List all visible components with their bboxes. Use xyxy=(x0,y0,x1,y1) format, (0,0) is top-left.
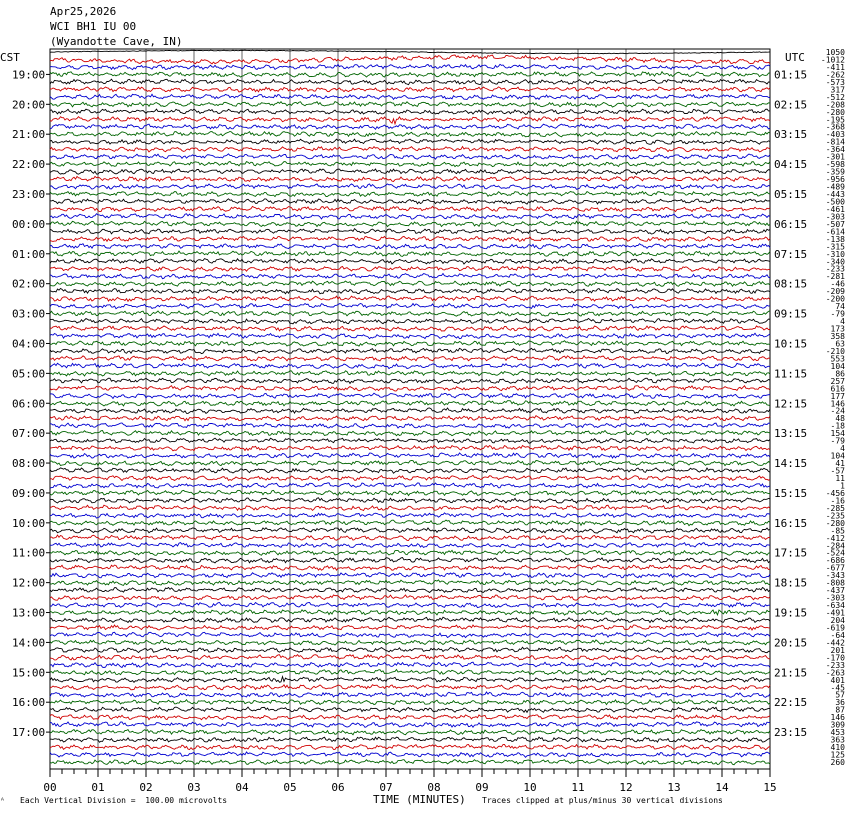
trace-line xyxy=(50,744,770,749)
x-tick-label: 09 xyxy=(475,781,489,794)
trace-offset-label: -18 xyxy=(830,421,845,431)
trace-offset-label: -814 xyxy=(825,137,845,147)
x-tick-label: 11 xyxy=(571,781,585,794)
trace-offset-label: -686 xyxy=(825,556,845,566)
trace-offset-label: -489 xyxy=(825,182,845,192)
trace-line xyxy=(50,453,770,458)
trace-line xyxy=(50,617,770,622)
trace-line xyxy=(50,109,770,114)
trace-offset-label: 4 xyxy=(840,317,845,327)
utc-hour-label: 22:15 xyxy=(774,696,808,710)
trace-offset-label: 48 xyxy=(835,414,845,424)
trace-offset-label: -677 xyxy=(825,563,845,573)
cst-hour-label: 00:00 xyxy=(12,217,46,231)
utc-hour-label: 09:15 xyxy=(774,307,808,321)
x-tick-label: 08 xyxy=(427,781,441,794)
trace-offset-label: -57 xyxy=(830,466,845,476)
cst-hour-label: 19:00 xyxy=(12,68,46,82)
trace-offset-label: 4 xyxy=(840,444,845,454)
utc-hour-label: 07:15 xyxy=(774,247,808,261)
trace-line xyxy=(50,416,770,421)
trace-line xyxy=(50,580,770,585)
trace-offset-label: 86 xyxy=(835,369,845,379)
trace-line xyxy=(50,722,770,727)
trace-offset-label: 309 xyxy=(830,720,845,730)
trace-line xyxy=(50,655,770,660)
trace-offset-label: -524 xyxy=(825,548,845,558)
trace-offset-label: -170 xyxy=(825,653,845,663)
cst-hour-label: 11:00 xyxy=(12,546,46,560)
trace-offset-label: 1050 xyxy=(825,48,845,57)
trace-line xyxy=(50,378,770,383)
x-tick-label: 15 xyxy=(763,781,777,794)
trace-line xyxy=(50,438,770,443)
trace-line xyxy=(50,274,770,279)
trace-offset-label: 74 xyxy=(835,302,845,312)
trace-offset-label: 36 xyxy=(835,698,845,708)
cst-hour-label: 06:00 xyxy=(12,397,46,411)
trace-offset-label: -634 xyxy=(825,601,845,611)
utc-hour-label: 05:15 xyxy=(774,188,808,201)
trace-offset-label: -456 xyxy=(825,488,845,498)
trace-offset-label: 553 xyxy=(830,354,845,364)
trace-offset-label: -619 xyxy=(825,623,845,633)
trace-line xyxy=(50,647,770,652)
trace-line xyxy=(50,363,770,368)
trace-line xyxy=(50,468,770,473)
trace-line xyxy=(50,341,770,346)
cst-hour-label: 03:00 xyxy=(12,307,46,321)
trace-line xyxy=(50,214,770,219)
trace-line xyxy=(50,386,770,391)
trace-line xyxy=(50,483,770,488)
trace-line xyxy=(50,266,770,271)
x-tick-label: 13 xyxy=(667,781,681,794)
trace-offset-label: -500 xyxy=(825,197,845,207)
trace-line xyxy=(50,700,770,705)
trace-line xyxy=(50,72,770,77)
utc-hour-label: 23:15 xyxy=(774,726,808,740)
header-station: WCI BH1 IU 00 xyxy=(50,20,137,33)
trace-line xyxy=(50,677,770,683)
trace-line xyxy=(50,543,770,548)
trace-offset-label: 125 xyxy=(830,750,845,760)
trace-line xyxy=(50,490,770,495)
x-tick-label: 14 xyxy=(715,781,729,794)
trace-offset-label: 11 xyxy=(835,474,845,483)
trace-line xyxy=(50,662,770,667)
cst-hour-label: 10:00 xyxy=(12,516,46,530)
cst-hour-label: 16:00 xyxy=(12,696,46,710)
cst-hour-label: 13:00 xyxy=(12,606,46,620)
trace-line xyxy=(50,423,770,428)
trace-offset-label: -412 xyxy=(825,533,845,543)
trace-line xyxy=(50,244,770,249)
trace-offset-label: 87 xyxy=(835,705,845,715)
trace-offset-label: -573 xyxy=(825,77,845,87)
trace-line xyxy=(50,132,770,137)
scale-note: Each Vertical Division = 100.00 microvolts xyxy=(20,796,228,805)
cst-hour-label: 23:00 xyxy=(12,188,46,201)
cst-hour-label: 21:00 xyxy=(12,128,46,142)
trace-offset-label: -442 xyxy=(825,638,845,648)
trace-line xyxy=(50,408,770,413)
trace-line xyxy=(50,303,770,308)
trace-line xyxy=(50,475,770,480)
trace-offset-label: -263 xyxy=(825,668,845,678)
utc-hour-label: 16:15 xyxy=(774,516,808,530)
logo-mark: ᴬ xyxy=(0,796,5,805)
trace-line xyxy=(50,326,770,331)
trace-offset-label: -280 xyxy=(825,107,845,117)
trace-line xyxy=(50,595,770,600)
trace-line xyxy=(50,610,770,615)
trace-offset-label: 363 xyxy=(830,735,845,745)
trace-line xyxy=(50,625,770,630)
trace-line xyxy=(50,730,770,735)
trace-offset-label: -46 xyxy=(830,279,845,289)
trace-offset-label: 260 xyxy=(830,758,845,767)
trace-line xyxy=(50,520,770,526)
trace-line xyxy=(50,94,770,99)
trace-line xyxy=(50,670,770,675)
trace-line xyxy=(50,558,770,563)
cst-hour-label: 12:00 xyxy=(12,576,46,590)
trace-offset-label: -285 xyxy=(825,503,845,513)
trace-line xyxy=(50,513,770,518)
utc-hour-label: 20:15 xyxy=(774,636,808,650)
utc-hour-label: 15:15 xyxy=(774,486,808,500)
trace-offset-label: -138 xyxy=(825,234,845,244)
trace-offset-label: 63 xyxy=(835,339,845,349)
x-tick-label: 01 xyxy=(91,781,105,794)
trace-offset-label: -461 xyxy=(825,204,845,214)
utc-hour-label: 18:15 xyxy=(774,576,808,590)
trace-offset-label: -411 xyxy=(825,62,845,72)
utc-hour-label: 02:15 xyxy=(774,98,808,112)
trace-line xyxy=(50,281,770,286)
trace-line xyxy=(50,528,770,533)
trace-offset-label: 204 xyxy=(830,616,845,625)
trace-offset-label: 104 xyxy=(830,451,845,461)
trace-line xyxy=(50,632,770,637)
trace-line xyxy=(50,430,770,435)
trace-offset-label: -85 xyxy=(830,526,845,536)
trace-line xyxy=(50,64,770,69)
x-tick-label: 05 xyxy=(283,781,297,794)
utc-hour-label: 17:15 xyxy=(774,546,808,560)
trace-offset-label: -79 xyxy=(830,309,845,319)
trace-offset-label: -507 xyxy=(825,219,845,229)
trace-offset-label: -200 xyxy=(825,294,845,304)
trace-line xyxy=(50,169,770,174)
cst-hour-label: 14:00 xyxy=(12,636,46,650)
trace-offset-label: -598 xyxy=(825,160,845,170)
trace-line xyxy=(50,161,770,166)
trace-line xyxy=(50,550,770,555)
trace-line xyxy=(50,124,770,129)
trace-offset-label: 146 xyxy=(830,399,845,409)
trace-line xyxy=(50,685,770,690)
trace-offset-label: 104 xyxy=(830,361,845,371)
utc-hour-label: 19:15 xyxy=(774,606,808,620)
trace-offset-label: -280 xyxy=(825,518,845,528)
cst-hour-label: 17:00 xyxy=(12,726,46,740)
trace-offset-label: -808 xyxy=(825,578,845,588)
trace-line xyxy=(50,251,770,256)
trace-line xyxy=(50,715,770,720)
trace-offset-label: -368 xyxy=(825,122,845,132)
cst-hour-label: 01:00 xyxy=(12,247,46,261)
trace-offset-label: 177 xyxy=(830,391,845,401)
x-tick-label: 10 xyxy=(523,781,537,794)
trace-line xyxy=(50,117,770,124)
trace-line xyxy=(50,737,770,742)
x-tick-label: 07 xyxy=(379,781,393,794)
trace-offset-label: -209 xyxy=(825,287,845,297)
utc-hour-label: 21:15 xyxy=(774,666,808,680)
trace-offset-label: -343 xyxy=(825,571,845,581)
cst-hour-label: 20:00 xyxy=(12,98,46,112)
trace-line xyxy=(50,199,770,204)
trace-line xyxy=(50,259,770,264)
trace-offset-label: -340 xyxy=(825,257,845,267)
trace-line xyxy=(50,602,770,607)
trace-line xyxy=(50,460,770,465)
clip-note: Traces clipped at plus/minus 30 vertical divisions xyxy=(482,796,723,805)
x-tick-label: 03 xyxy=(187,781,201,794)
header-location: (Wyandotte Cave, IN) xyxy=(50,35,183,48)
trace-line xyxy=(50,176,770,181)
header-date: Apr25,2026 xyxy=(50,5,117,18)
trace-line xyxy=(50,55,770,64)
trace-line xyxy=(50,692,770,697)
trace-line xyxy=(50,760,770,765)
trace-offset-label: 453 xyxy=(830,728,845,738)
trace-line xyxy=(50,87,770,92)
utc-hour-label: 10:15 xyxy=(774,337,808,351)
trace-line xyxy=(50,348,770,353)
trace-line xyxy=(50,505,770,510)
trace-offset-label: -208 xyxy=(825,100,845,110)
trace-offset-label: -262 xyxy=(825,70,845,80)
cst-hour-label: 04:00 xyxy=(12,337,46,351)
trace-line xyxy=(50,401,770,406)
trace-line xyxy=(50,565,770,570)
trace-offset-label: -233 xyxy=(825,264,845,274)
trace-offset-label: 146 xyxy=(830,713,845,723)
trace-offset-label: -195 xyxy=(825,115,845,125)
cst-hour-label: 22:00 xyxy=(12,158,46,172)
trace-offset-label: -16 xyxy=(830,496,845,506)
utc-hour-label: 04:15 xyxy=(774,158,808,172)
right-timezone-label: UTC xyxy=(785,51,805,64)
utc-hour-label: 13:15 xyxy=(774,427,808,441)
x-tick-label: 00 xyxy=(43,781,57,794)
trace-offset-label: -315 xyxy=(825,242,845,252)
utc-hour-label: 01:15 xyxy=(774,68,808,82)
trace-offset-label: -614 xyxy=(825,227,845,237)
trace-line xyxy=(50,356,770,361)
trace-offset-label: -364 xyxy=(825,145,845,155)
trace-offset-label: 173 xyxy=(830,324,845,334)
left-timezone-label: CST xyxy=(0,51,20,64)
trace-line xyxy=(50,79,770,85)
trace-offset-label: 401 xyxy=(830,675,845,685)
utc-hour-label: 03:15 xyxy=(774,128,808,142)
trace-offset-label: -303 xyxy=(825,593,845,603)
trace-offset-label: -403 xyxy=(825,130,845,140)
trace-offset-label: -233 xyxy=(825,660,845,670)
trace-line xyxy=(50,498,770,503)
utc-hour-label: 06:15 xyxy=(774,217,808,231)
trace-line xyxy=(50,587,770,592)
trace-line xyxy=(50,102,770,107)
cst-hour-label: 05:00 xyxy=(12,367,46,381)
trace-offset-label: -956 xyxy=(825,175,845,185)
trace-offset-label: -24 xyxy=(830,406,845,416)
trace-line xyxy=(50,221,770,226)
trace-offset-label: 358 xyxy=(830,332,845,341)
cst-hour-label: 02:00 xyxy=(12,277,46,291)
trace-offset-label: -443 xyxy=(825,190,845,199)
trace-line xyxy=(50,371,770,376)
cst-hour-label: 07:00 xyxy=(12,427,46,441)
trace-line xyxy=(50,154,770,159)
trace-line xyxy=(50,296,770,301)
trace-offset-label: -512 xyxy=(825,92,845,102)
x-tick-label: 04 xyxy=(235,781,249,794)
trace-line xyxy=(50,535,770,540)
x-tick-label: 02 xyxy=(139,781,153,794)
trace-offset-label: 41 xyxy=(835,459,845,469)
trace-offset-label: -210 xyxy=(825,346,845,356)
trace-offset-label: -359 xyxy=(825,167,845,177)
trace-line xyxy=(50,333,770,338)
trace-offset-label: -235 xyxy=(825,511,845,521)
trace-line xyxy=(50,206,770,211)
utc-hour-label: 08:15 xyxy=(774,277,808,291)
trace-line xyxy=(50,445,770,450)
trace-offset-label: -301 xyxy=(825,152,845,162)
trace-offset-label: 317 xyxy=(830,85,845,95)
trace-offset-label: -1012 xyxy=(820,55,845,65)
trace-offset-label: -303 xyxy=(825,212,845,222)
trace-offset-label: -45 xyxy=(830,683,845,693)
trace-line xyxy=(50,640,770,645)
trace-offset-label: -79 xyxy=(830,436,845,446)
utc-hour-label: 14:15 xyxy=(774,457,808,471)
cst-hour-label: 08:00 xyxy=(12,457,46,471)
trace-offset-label: 201 xyxy=(830,645,845,655)
trace-line xyxy=(50,318,770,323)
trace-offset-label: -310 xyxy=(825,249,845,259)
trace-offset-label: -281 xyxy=(825,272,845,282)
trace-line xyxy=(50,707,770,712)
trace-line xyxy=(50,184,770,189)
trace-line xyxy=(50,573,770,578)
trace-line xyxy=(50,147,770,152)
trace-offset-label: 410 xyxy=(830,743,845,753)
trace-line xyxy=(50,139,770,144)
trace-line xyxy=(50,191,770,196)
trace-offset-label: 154 xyxy=(830,429,845,439)
trace-line xyxy=(50,236,770,241)
utc-hour-label: 11:15 xyxy=(774,367,808,381)
trace-line xyxy=(50,50,770,54)
trace-offset-label: 616 xyxy=(830,384,845,394)
x-tick-label: 12 xyxy=(619,781,633,794)
trace-line xyxy=(50,393,770,398)
trace-line xyxy=(50,289,770,294)
cst-hour-label: 15:00 xyxy=(12,666,46,680)
trace-offset-label: -437 xyxy=(825,586,845,596)
cst-hour-label: 09:00 xyxy=(12,486,46,500)
trace-offset-label: -284 xyxy=(825,541,845,551)
x-axis-title: TIME (MINUTES) xyxy=(373,793,466,806)
trace-offset-label: -491 xyxy=(825,608,845,618)
trace-line xyxy=(50,311,770,316)
x-tick-label: 06 xyxy=(331,781,345,794)
trace-offset-label: 257 xyxy=(830,376,845,386)
trace-line xyxy=(50,229,770,234)
trace-line xyxy=(50,752,770,757)
trace-offset-label: 57 xyxy=(835,690,845,700)
trace-offset-label: 1 xyxy=(840,481,845,491)
utc-hour-label: 12:15 xyxy=(774,397,808,411)
trace-offset-label: -64 xyxy=(830,630,845,640)
